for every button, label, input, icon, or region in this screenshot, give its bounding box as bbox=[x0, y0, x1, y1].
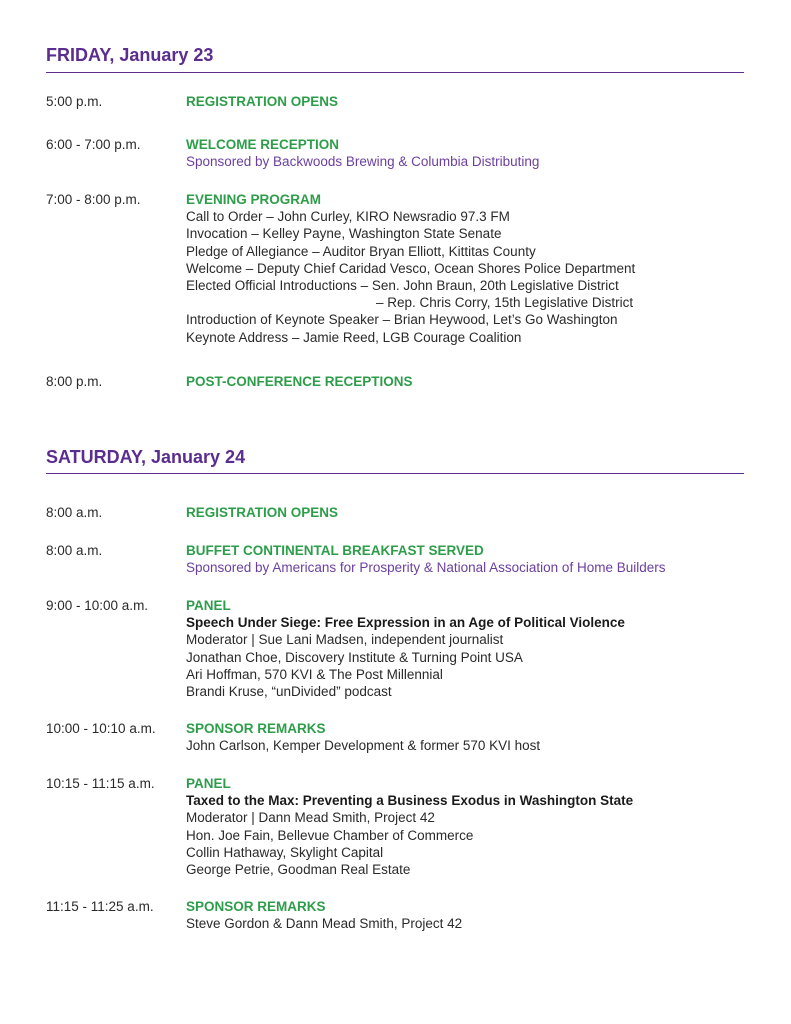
program-line: Invocation – Kelley Payne, Washington State Senate bbox=[186, 226, 502, 242]
item-content bbox=[186, 373, 746, 390]
saturday-heading: SATURDAY, January 24 bbox=[46, 447, 246, 467]
program-line: – Rep. Chris Corry, 15th Legislative District bbox=[376, 295, 634, 311]
item-label: POST-CONFERENCE RECEPTIONS bbox=[186, 374, 413, 389]
panel-title: Taxed to the Max: Preventing a Business Exodus in Washington State bbox=[186, 793, 634, 809]
program-line: Call to Order – John Curley, KIRO Newsradio 97.3 FM bbox=[186, 209, 510, 225]
item-content bbox=[186, 597, 746, 700]
panel-title: Speech Under Siege: Free Expression in an Age of Political Violence bbox=[186, 615, 625, 631]
item-content bbox=[186, 504, 746, 521]
item-time: 10:15 - 11:15 a.m. bbox=[46, 776, 155, 791]
panelist-line: Moderator | Sue Lani Madsen, independent journalist bbox=[186, 632, 504, 648]
item-content bbox=[186, 775, 746, 878]
item-time: 8:00 p.m. bbox=[46, 374, 103, 389]
item-content bbox=[186, 898, 746, 932]
friday-heading: FRIDAY, January 23 bbox=[46, 45, 214, 65]
program-line: Introduction of Keynote Speaker – Brian Heywood, Let’s Go Washington bbox=[186, 312, 618, 328]
remarks-line: Steve Gordon & Dann Mead Smith, Project 42 bbox=[186, 916, 463, 932]
item-time: 5:00 p.m. bbox=[46, 94, 103, 109]
item-time: 6:00 - 7:00 p.m. bbox=[46, 137, 141, 152]
item-label: PANEL bbox=[186, 776, 231, 791]
panelist-line: Brandi Kruse, “unDivided” podcast bbox=[186, 684, 392, 700]
item-time: 8:00 a.m. bbox=[46, 505, 103, 520]
item-label: REGISTRATION OPENS bbox=[186, 94, 339, 109]
item-content bbox=[186, 136, 746, 170]
item-time: 10:00 - 10:10 a.m. bbox=[46, 721, 156, 736]
item-label: EVENING PROGRAM bbox=[186, 192, 322, 207]
panelist-line: Collin Hathaway, Skylight Capital bbox=[186, 844, 384, 860]
item-label: WELCOME RECEPTION bbox=[186, 137, 340, 152]
panelist-line: Moderator | Dann Mead Smith, Project 42 bbox=[186, 810, 435, 826]
item-label: SPONSOR REMARKS bbox=[186, 899, 326, 914]
item-time: 9:00 - 10:00 a.m. bbox=[46, 598, 149, 613]
remarks-line: John Carlson, Kemper Development & former 570 KVI host bbox=[186, 738, 541, 754]
panelist-line: Jonathan Choe, Discovery Institute & Turning Point USA bbox=[186, 649, 523, 665]
panelist-line: Hon. Joe Fain, Bellevue Chamber of Commerce bbox=[186, 827, 474, 843]
panelist-line: George Petrie, Goodman Real Estate bbox=[186, 862, 411, 878]
item-sponsor: Sponsored by Backwoods Brewing & Columbia Distributing bbox=[186, 154, 540, 170]
saturday-divider bbox=[46, 473, 744, 474]
program-line: Keynote Address – Jamie Reed, LGB Courage Coalition bbox=[186, 329, 522, 345]
item-time: 8:00 a.m. bbox=[46, 543, 103, 558]
item-content bbox=[186, 93, 746, 110]
friday-divider bbox=[46, 72, 744, 73]
item-time: 7:00 - 8:00 p.m. bbox=[46, 192, 141, 207]
panelist-line: Ari Hoffman, 570 KVI & The Post Millennial bbox=[186, 666, 443, 682]
item-label: BUFFET CONTINENTAL BREAKFAST SERVED bbox=[186, 543, 484, 558]
program-line: Elected Official Introductions – Sen. John Braun, 20th Legislative District bbox=[186, 278, 619, 294]
item-content bbox=[186, 191, 746, 346]
item-label: SPONSOR REMARKS bbox=[186, 721, 326, 736]
item-content bbox=[186, 720, 746, 754]
item-label: PANEL bbox=[186, 598, 231, 613]
item-content bbox=[186, 542, 746, 576]
item-time: 11:15 - 11:25 a.m. bbox=[46, 899, 154, 914]
item-sponsor: Sponsored by Americans for Prosperity & National Association of Home Builders bbox=[186, 560, 666, 576]
item-label: REGISTRATION OPENS bbox=[186, 505, 339, 520]
program-line: Welcome – Deputy Chief Caridad Vesco, Ocean Shores Police Department bbox=[186, 260, 636, 276]
program-line: Pledge of Allegiance – Auditor Bryan Elliott, Kittitas County bbox=[186, 243, 536, 259]
